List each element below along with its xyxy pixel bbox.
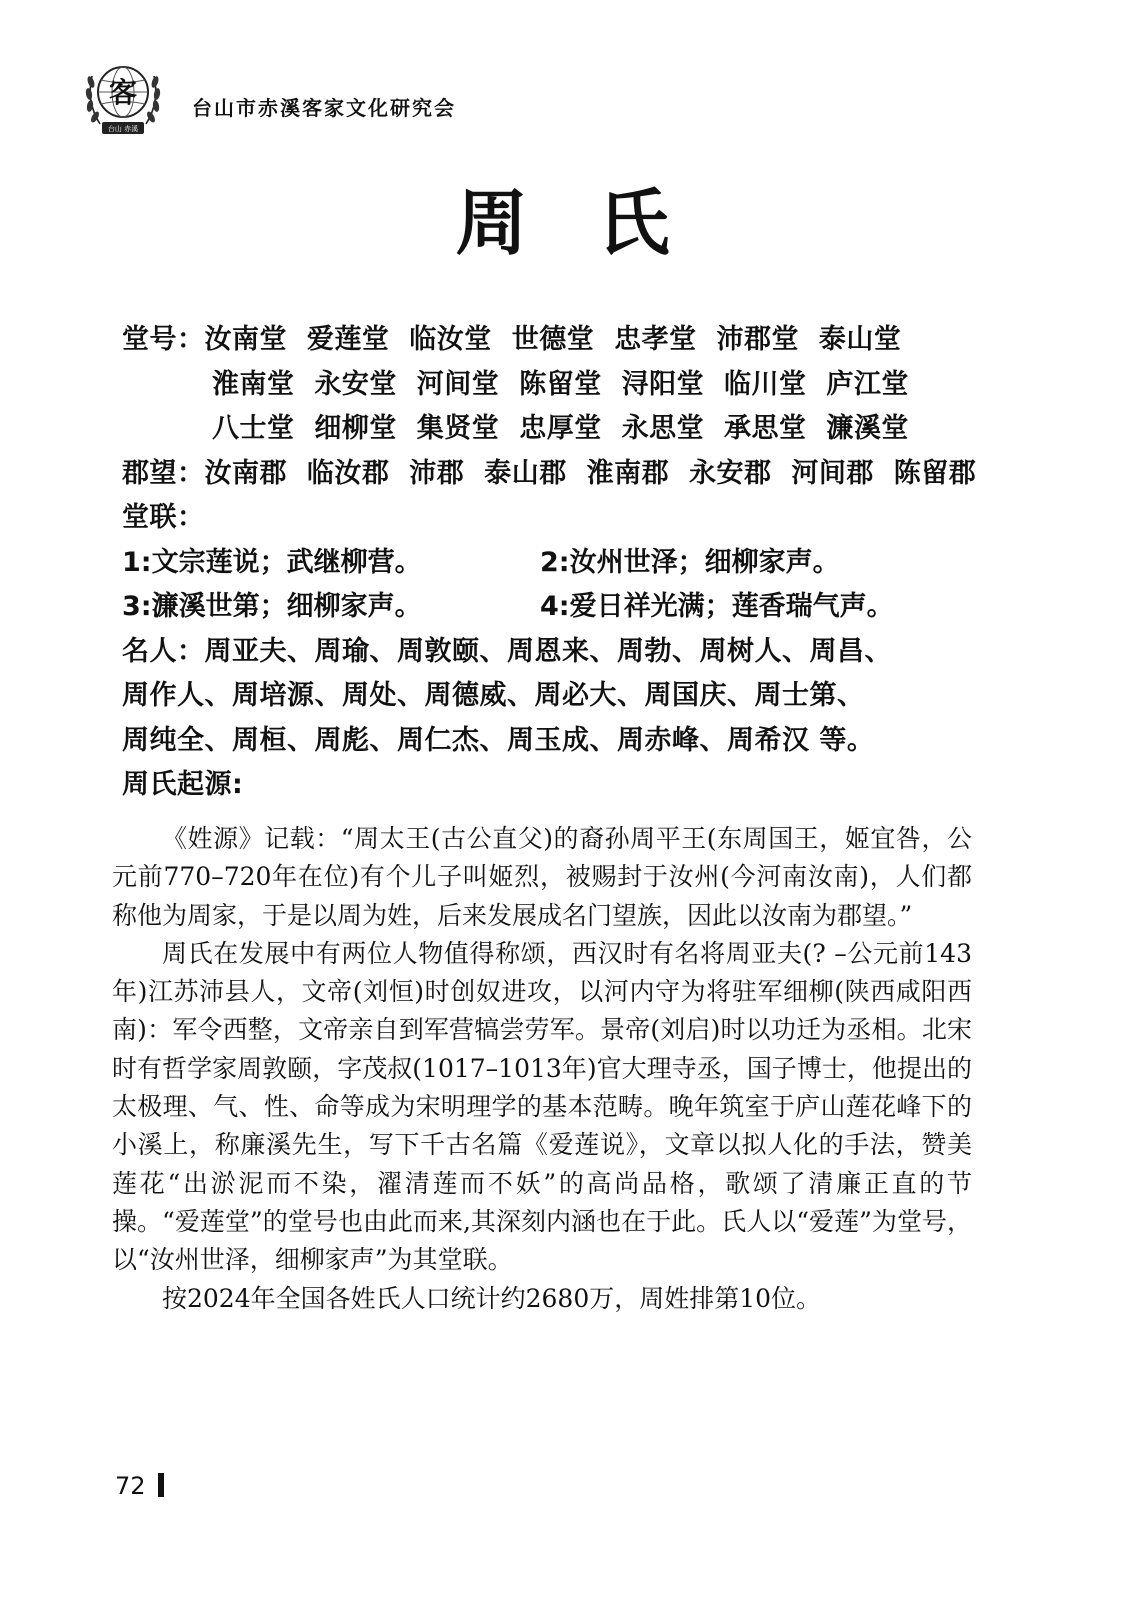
origin-paragraph: 《姓源》记载：“周太王(古公直父)的裔孙周平王(东周国王，姬宜咎，公元前770–720年在位)有个儿子叫姬烈，被赐封于汝州(今河南汝南)，人们都称他为周家，于是以周为姓，后来发展成名门望族，因此以汝南为郡望。”: [112, 824, 972, 930]
hall-names-row-3: [122, 407, 1062, 452]
page-marker-bar: [158, 1473, 164, 1497]
hall-names-label: 堂号：: [122, 324, 205, 355]
hall-names-row-1: [122, 318, 1062, 363]
couplet-item: 3:濂溪世第；细柳家声。: [122, 591, 422, 622]
famous-row-1: [122, 630, 1062, 675]
page-title: 周氏: [455, 180, 740, 265]
society-logo-emblem: [82, 52, 164, 142]
organization-name: 台山市赤溪客家文化研究会: [192, 96, 456, 120]
couplet-item: 2:汝州世泽；细柳家声。: [540, 546, 840, 578]
svg-text:客: 客: [108, 76, 138, 109]
hall-names-value: 淮南堂 永安堂 河间堂 陈留堂 浔阳堂 临川堂 庐江堂: [212, 368, 909, 400]
surname-info: [122, 318, 1062, 808]
hall-names-value: 汝南堂 爱莲堂 临汝堂 世德堂 忠孝堂 沛郡堂 泰山堂: [204, 324, 902, 355]
origin-heading: 周氏起源:: [122, 769, 244, 800]
famous-value: 周亚夫、周瑜、周敦颐、周恩来、周勃、周树人、周昌、: [204, 635, 892, 667]
famous-label: 名人：: [122, 635, 205, 667]
couplet-item: 1:文宗莲说；武继柳营。: [122, 546, 422, 578]
svg-text:台山 赤溪: 台山 赤溪: [107, 125, 139, 133]
page-header: [82, 52, 682, 144]
famous-row-2: 周作人、周培源、周处、周德威、周必大、周国庆、周士第、: [122, 680, 865, 711]
hall-names-row-2: [122, 363, 1062, 408]
commanderies-label: 郡望：: [122, 457, 205, 489]
origin-paragraph: 按2024年全国各姓氏人口统计约2680万，周姓排第10位。: [162, 1283, 822, 1313]
couplets-label: 堂联：: [122, 502, 205, 533]
origin-paragraph: 周氏在发展中有两位人物值得称颂，西汉时有名将周亚夫(? –公元前143年)江苏沛县人，文帝(刘恒)时创奴进攻，以河内守为将驻军细柳(陕西咸阳西南)：军令西整，文帝亲自到军营犒尝劳军。景帝(刘启)时以功迁为丞相。北宋时有哲学家周敦颐，字茂叔(1017–1013年)官大理寺丞，国子博士，他提出的太极理、气、性、命等成为宋明理学的基本范畴。晚年筑室于庐山莲花峰下的小溪上，称廉溪先生，写下千古名篇《爱莲说》，文章以拟人化的手法，赞美莲花“出淤泥而不染，濯清莲而不妖”的高尚品格，歌颂了清廉正直的节操。“爱莲堂”的堂号也由此而来,其深刻内涵也在于此。氏人以“爱莲”为堂号，以“汝州世泽，细柳家声”为其堂联。: [112, 938, 972, 1275]
famous-row-3: 周纯全、周桓、周彪、周仁杰、周玉成、周赤峰、周希汉 等。: [122, 724, 875, 756]
commanderies-value: 汝南郡 临汝郡 沛郡 泰山郡 淮南郡 永安郡 河间郡 陈留郡: [204, 457, 977, 489]
page-footer: [115, 1472, 164, 1500]
commanderies-row: [122, 452, 1062, 497]
hall-names-value: 八士堂 细柳堂 集贤堂 忠厚堂 永思堂 承思堂 濂溪堂: [212, 413, 909, 444]
couplet-item: 4:爱日祥光满；莲香瑞气声。: [540, 591, 894, 622]
page-number: 72: [115, 1472, 146, 1500]
origin-body: [112, 820, 972, 1318]
couplets-list: [122, 541, 1062, 630]
